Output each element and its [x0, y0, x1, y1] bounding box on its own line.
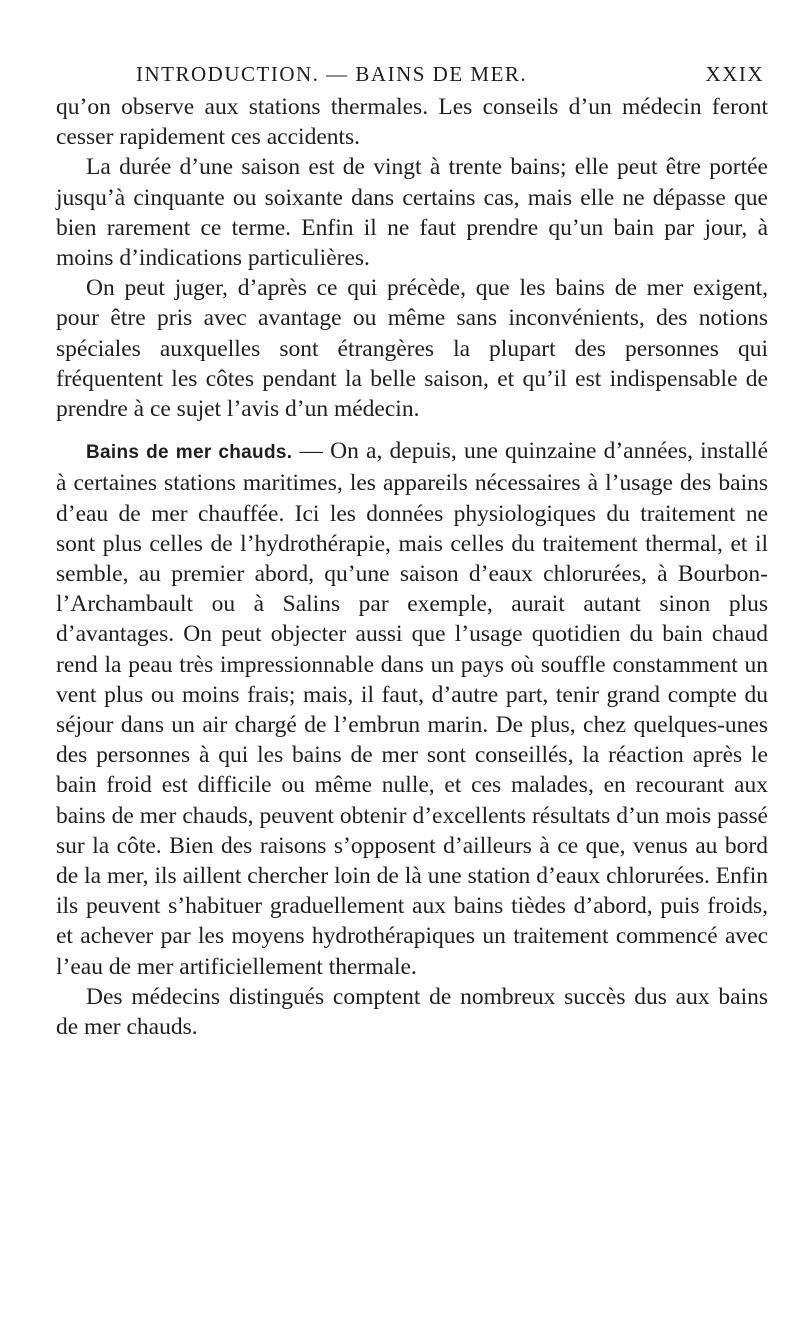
paragraph-continuation: qu’on observe aux stations thermales. Les conseils d’un médecin feront cesser rapidement ces accidents. [56, 94, 768, 151]
section-body: — On a, depuis, une quinzaine d’années, installé à certaines stations maritimes, les appareils nécessaires à l’usage des bains d’eau de mer chauffée. Ici les données physiologiques du traitement ne sont plus celles de l’hydrothérapie, mais celles du traitement thermal, et il semble, au premier abord, qu’une saison d’eaux chlorurées, à Bourbon-l’Archambault ou à Salins par exemple, aurait autant sinon plus d’avantages. On peut objecter aussi que l’usage quotidien du bain chaud rend la peau très impressionnable dans un pays où souffle constamment un vent plus ou moins frais; mais, il faut, d’autre part, tenir grand compte du séjour dans un air chargé de l’embrun marin. De plus, chez quelques-unes des personnes à qui les bains de mer sont conseillés, la réaction après le bain froid est difficile ou même nulle, et ces malades, en recourant aux bains de mer chauds, peuvent obtenir d’excellents résultats d’un mois passé sur la côte. Bien des raisons s’opposent d’ailleurs à ce que, venus au bord de la mer, ils aillent chercher loin de là une station d’eaux chlorurées. Enfin ils peuvent s’habituer graduellement aux bains tièdes d’abord, puis froids, et achever par les moyens hydrothérapiques un traitement commencé avec l’eau de mer artificiellement thermale. [56, 438, 769, 980]
running-header [136, 62, 764, 92]
running-header-title: INTRODUCTION. — BAINS DE MER. [136, 62, 528, 86]
page-number: XXIX [705, 62, 764, 86]
body-text [56, 92, 768, 1042]
paragraph-warm-sea-baths [56, 436, 768, 982]
paragraph-medical-advice: On peut juger, d’après ce qui précède, que les bains de mer exigent, pour être pris avec avantage ou même sans inconvénients, des notions spéciales auxquelles sont étrangères la plupart des personnes qui fréquentent les côtes pendant la belle saison, et qu’il est indispensable de prendre à ce sujet l’avis d’un médecin. [56, 275, 768, 423]
paragraph-conclusion: Des médecins distingués comptent de nombreux succès dus aux bains de mer chauds. [56, 983, 768, 1041]
paragraph-season-duration: La durée d’une saison est de vingt à trente bains; elle peut être portée jusqu’à cinquante ou soixante dans certains cas, mais elle ne dépasse que bien rarement ce terme. Enfin il ne faut prendre qu’un bain par jour, à moins d’indications particulières. [56, 154, 768, 272]
section-heading: Bains de mer chauds. [86, 442, 293, 464]
